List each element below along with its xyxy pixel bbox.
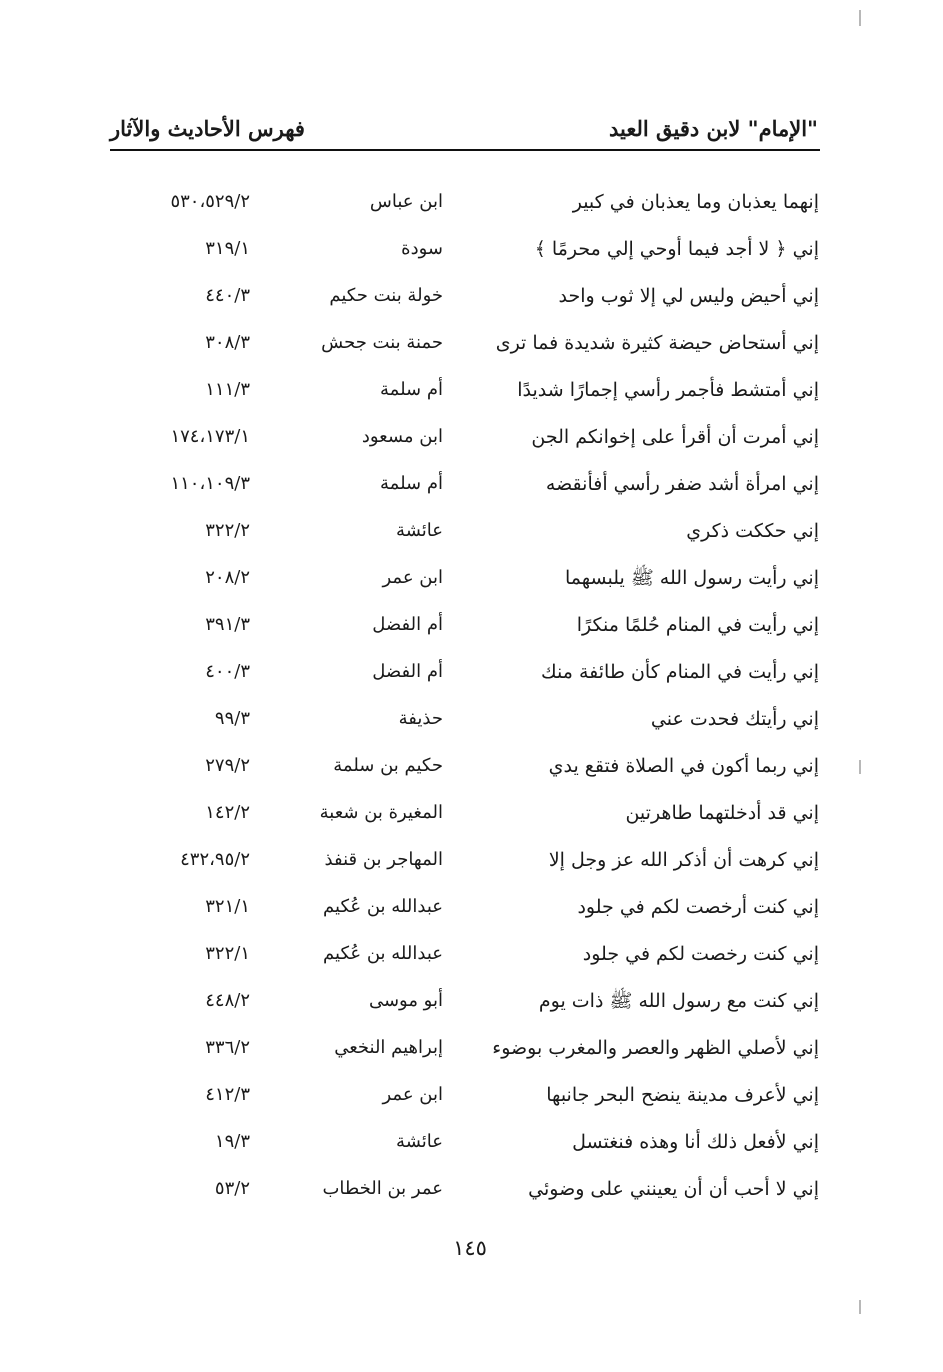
hadith-text: إني قد أدخلتهما طاهرتين [625, 802, 819, 824]
index-row [0, 934, 943, 981]
hadith-text: إني كنت مع رسول الله ﷺ ذات يوم [538, 990, 819, 1012]
narrator-name: المهاجر بن قنفذ [324, 849, 443, 870]
index-row [0, 1122, 943, 1169]
index-row [0, 370, 943, 417]
index-row [0, 558, 943, 605]
narrator-name: عبدالله بن عُكيم [323, 896, 443, 917]
narrator-name: حذيفة [398, 708, 443, 729]
index-row [0, 1169, 943, 1216]
hadith-text: إني أحيض وليس لي إلا ثوب واحد [558, 285, 819, 307]
narrator-name: ابن عمر [382, 1084, 443, 1105]
index-row [0, 182, 943, 229]
narrator-name: حمنة بنت جحش [321, 332, 443, 353]
hadith-text: إني أمرت أن أقرأ على إخوانكم الجن [531, 426, 819, 448]
index-table [0, 182, 943, 1216]
index-row [0, 793, 943, 840]
narrator-name: ابن عمر [382, 567, 443, 588]
narrator-name: عائشة [396, 1131, 443, 1152]
hadith-text: إني رأيت في المنام كأن طائفة منك [540, 661, 819, 683]
index-row [0, 887, 943, 934]
narrator-name: إبراهيم النخعي [334, 1037, 443, 1058]
volume-page-ref: ٣٠٨/٣ [205, 332, 250, 353]
narrator-name: أم الفضل [372, 614, 443, 635]
index-row [0, 746, 943, 793]
hadith-text: إني كنت رخصت لكم في جلود [582, 943, 819, 965]
margin-mark [859, 1300, 861, 1314]
hadith-text: إني رأيتك فحدت عني [650, 708, 819, 730]
hadith-text: إني ﴿ لا أجد فيما أوحي إلي محرمًا ﴾ [534, 238, 819, 260]
volume-page-ref: ٤٤٨/٢ [205, 990, 250, 1011]
narrator-name: حكيم بن سلمة [333, 755, 443, 776]
volume-page-ref: ٤١٢/٣ [205, 1084, 250, 1105]
volume-page-ref: ٣٢١/١ [205, 896, 250, 917]
index-row [0, 417, 943, 464]
volume-page-ref: ١١١/٣ [205, 379, 250, 400]
index-row [0, 652, 943, 699]
header-rule [110, 149, 820, 151]
narrator-name: خولة بنت حكيم [329, 285, 443, 306]
section-title: فهرس الأحاديث والآثار [110, 116, 305, 141]
volume-page-ref: ١٩/٣ [214, 1131, 250, 1152]
volume-page-ref: ٩٩/٣ [214, 708, 250, 729]
narrator-name: عبدالله بن عُكيم [323, 943, 443, 964]
hadith-text: إني امرأة أشد ضفر رأسي أفأنقضه [545, 473, 819, 495]
index-row [0, 699, 943, 746]
hadith-text: إني ربما أكون في الصلاة فتقع يدي [548, 755, 819, 777]
index-row [0, 464, 943, 511]
hadith-text: إني رأيت في المنام حُلمًا منكرًا [576, 614, 819, 636]
book-title: "الإمام" لابن دقيق العيد [608, 116, 818, 141]
narrator-name: أم الفضل [372, 661, 443, 682]
volume-page-ref: ٢٠٨/٢ [205, 567, 250, 588]
volume-page-ref: ٥٣٠،٥٢٩/٢ [170, 191, 250, 212]
volume-page-ref: ٣٣٦/٢ [205, 1037, 250, 1058]
hadith-text: إني لأعرف مدينة ينضح البحر جانبها [546, 1084, 819, 1106]
narrator-name: أبو موسى [368, 990, 443, 1011]
hadith-text: إني لأصلي الظهر والعصر والمغرب بوضوء [492, 1037, 819, 1059]
volume-page-ref: ٣٢٢/١ [205, 943, 250, 964]
hadith-text: إني حككت ذكري [686, 520, 819, 542]
index-row [0, 605, 943, 652]
volume-page-ref: ٤٤٠/٣ [205, 285, 250, 306]
hadith-text: إني أمتشط فأجمر رأسي إجمارًا شديدًا [517, 379, 819, 401]
volume-page-ref: ١١٠،١٠٩/٣ [170, 473, 250, 494]
volume-page-ref: ١٤٢/٢ [205, 802, 250, 823]
hadith-text: إني لا أحب أن أن يعينني على وضوئي [528, 1178, 819, 1200]
narrator-name: أم سلمة [380, 473, 443, 494]
index-row [0, 229, 943, 276]
volume-page-ref: ٢٧٩/٢ [205, 755, 250, 776]
page-number: ١٤٥ [453, 1236, 487, 1260]
hadith-text: إني أستحاض حيضة كثيرة شديدة فما ترى [495, 332, 819, 354]
index-row [0, 981, 943, 1028]
margin-mark [859, 10, 861, 26]
index-row [0, 276, 943, 323]
hadith-text: إنهما يعذبان وما يعذبان في كبير [572, 191, 819, 213]
narrator-name: المغيرة بن شعبة [319, 802, 443, 823]
index-row [0, 1075, 943, 1122]
volume-page-ref: ٥٣/٢ [214, 1178, 250, 1199]
volume-page-ref: ٣١٩/١ [205, 238, 250, 259]
narrator-name: ابن مسعود [361, 426, 443, 447]
index-row [0, 511, 943, 558]
volume-page-ref: ٤٣٢،٩٥/٢ [180, 849, 250, 870]
volume-page-ref: ٣٢٢/٢ [205, 520, 250, 541]
volume-page-ref: ٤٠٠/٣ [205, 661, 250, 682]
hadith-text: إني كنت أرخصت لكم في جلود [577, 896, 819, 918]
narrator-name: عائشة [396, 520, 443, 541]
running-header [110, 112, 818, 152]
hadith-text: إني لأفعل ذلك أنا وهذه فنغتسل [572, 1131, 819, 1153]
hadith-text: إني رأيت رسول الله ﷺ يلبسهما [564, 567, 819, 589]
index-row [0, 323, 943, 370]
narrator-name: سودة [401, 238, 443, 259]
index-row [0, 840, 943, 887]
volume-page-ref: ١٧٤،١٧٣/١ [170, 426, 250, 447]
volume-page-ref: ٣٩١/٣ [205, 614, 250, 635]
narrator-name: عمر بن الخطاب [322, 1178, 443, 1199]
index-row [0, 1028, 943, 1075]
narrator-name: أم سلمة [380, 379, 443, 400]
narrator-name: ابن عباس [369, 191, 443, 212]
hadith-text: إني كرهت أن أذكر الله عز وجل إلا [548, 849, 819, 871]
